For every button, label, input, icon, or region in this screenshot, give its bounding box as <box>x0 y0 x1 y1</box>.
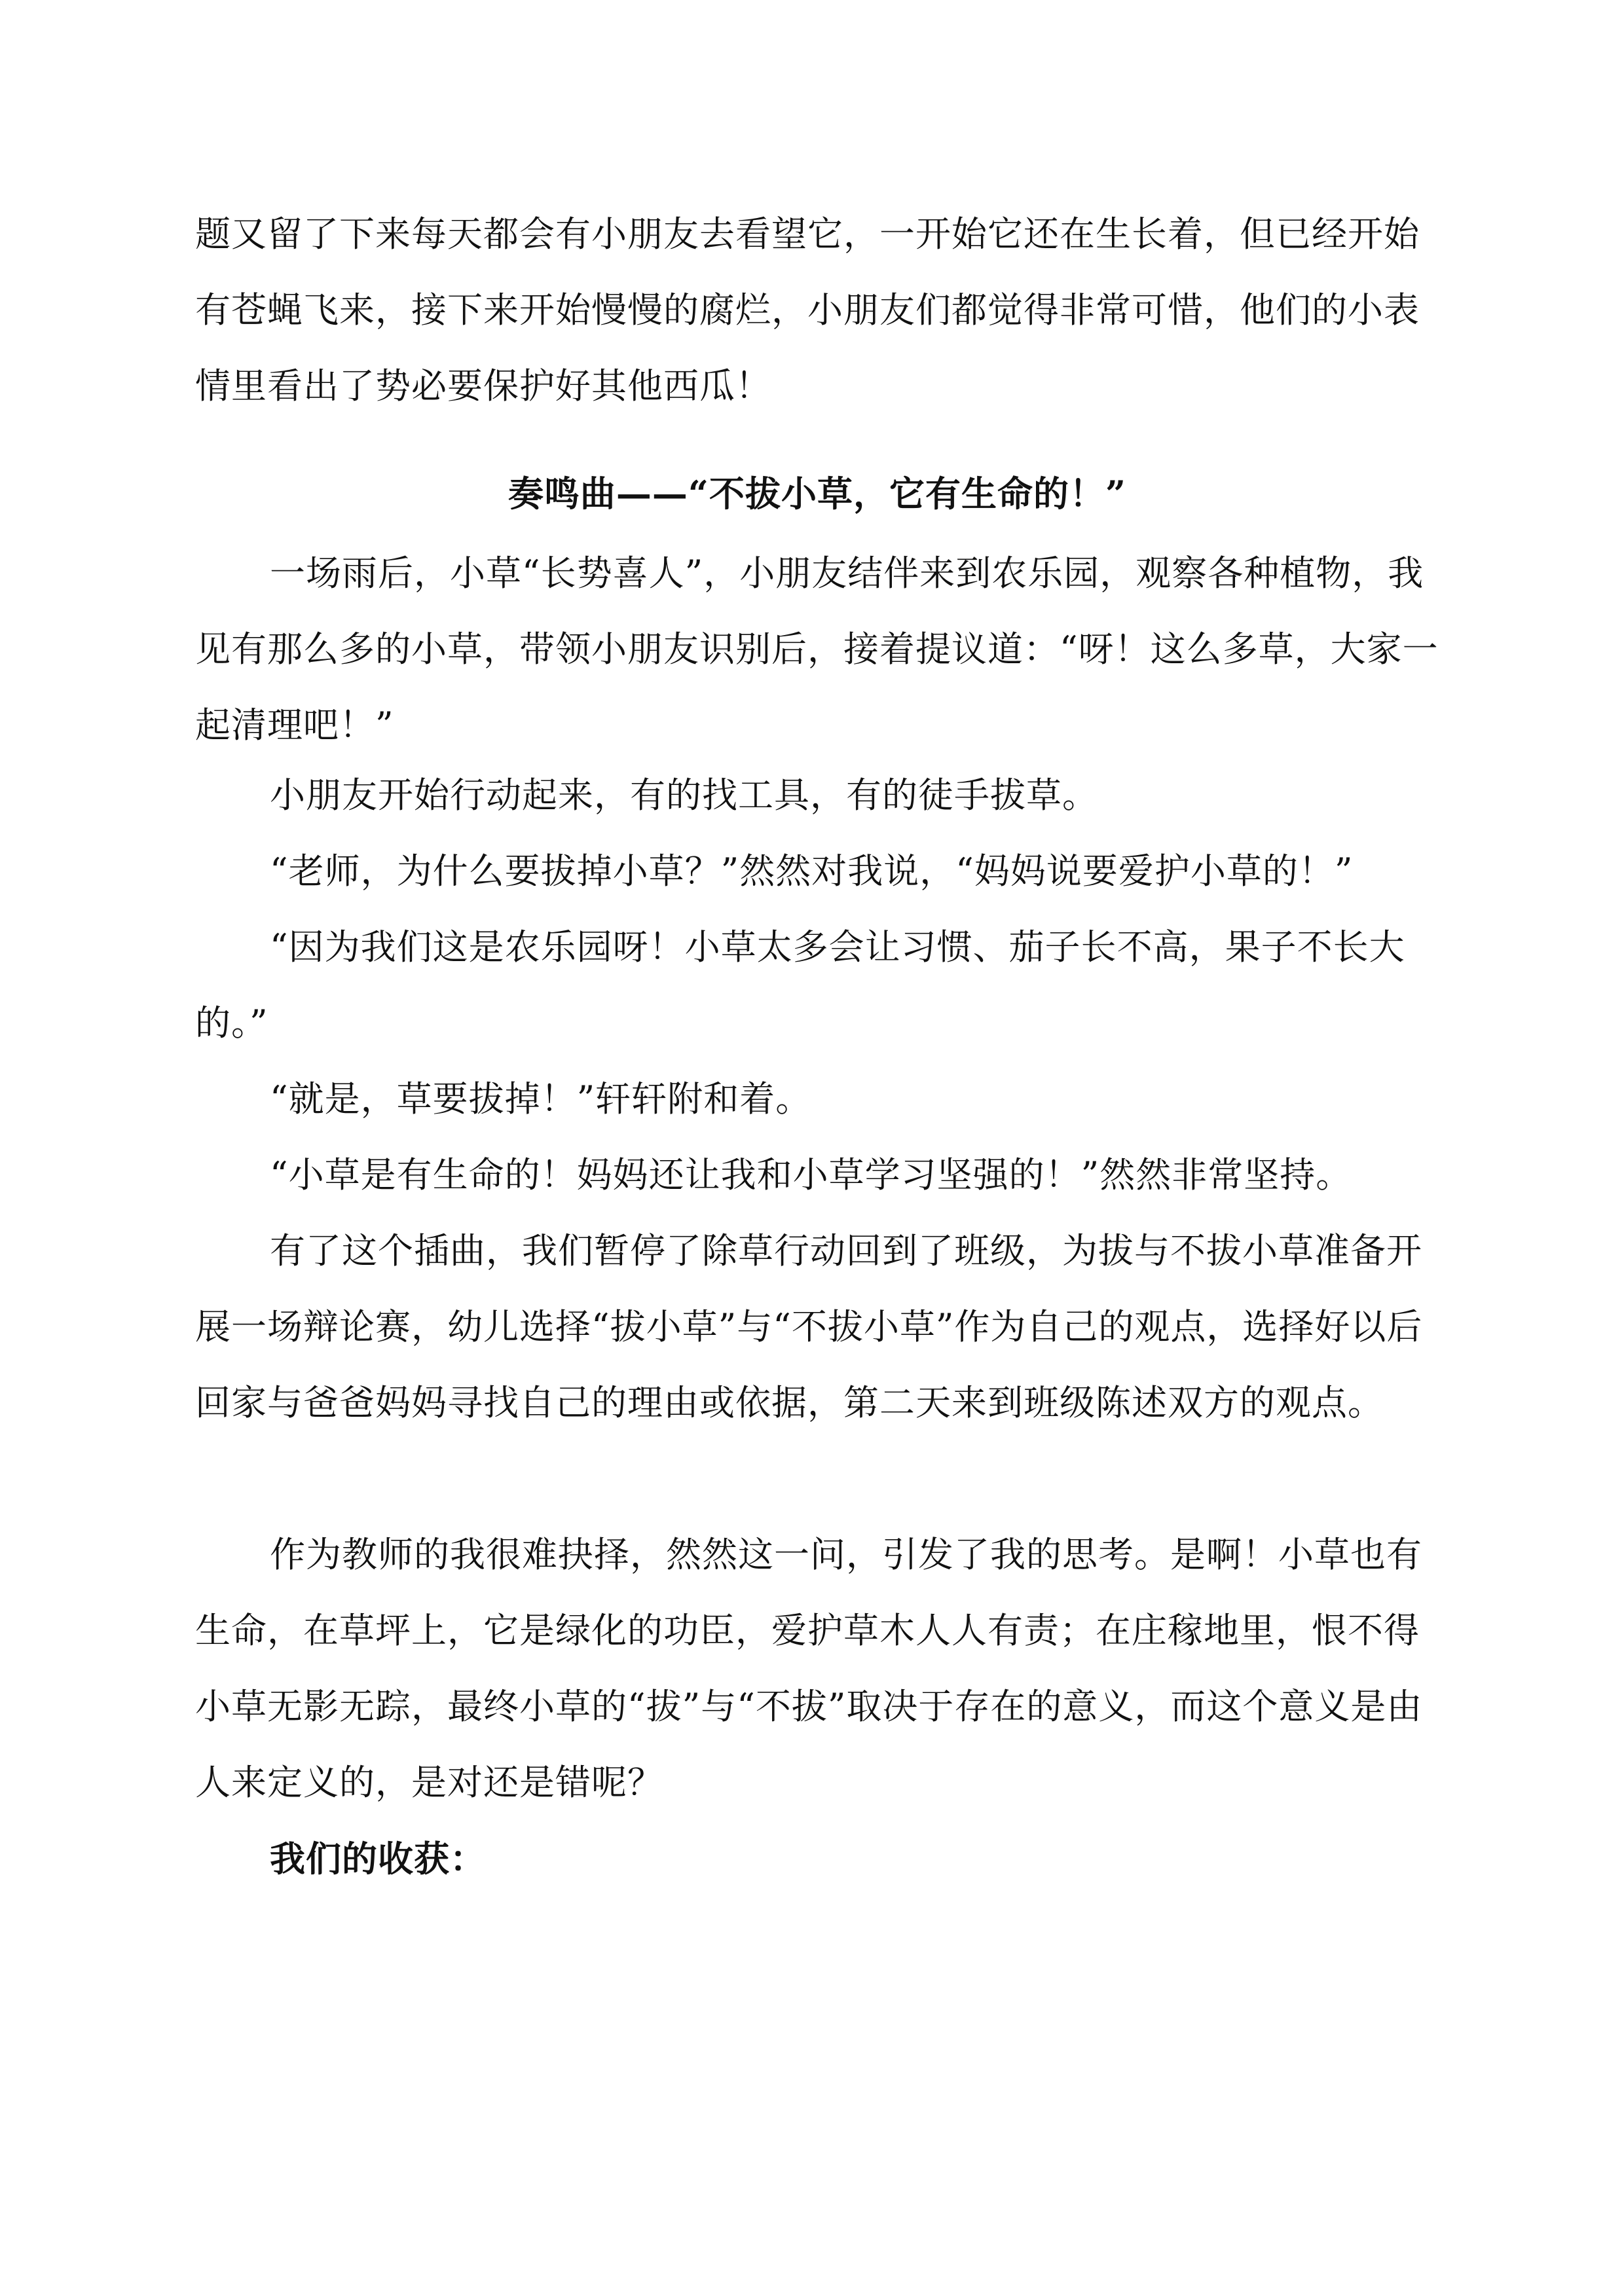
paragraph-watermelon-continued: 题又留了下来每天都会有小朋友去看望它，一开始它还在生长着，但已经开始有苍蝇飞来，接下来开始慢慢的腐烂，小朋友们都觉得非常可惜，他们的小表情里看出了势必要保护好其他西瓜！ <box>195 213 1420 407</box>
paragraph-debate: 有了这个插曲，我们暂停了除草行动回到了班级，为拔与不拔小草准备开展一场辩论赛，幼儿选择“拔小草”与“不拔小草”作为自己的观点，选择好以后回家与爸爸妈妈寻找自己的理由或依据，第二天来到班级陈述双方的观点。 <box>195 1230 1423 1423</box>
paragraph-teacher-answer: “因为我们这是农乐园呀！小草太多会让习惯、茄子长不高，果子不长大的。” <box>195 926 1405 1044</box>
paragraph-ranran-question: “老师，为什么要拔掉小草？”然然对我说，“妈妈说要爱护小草的！” <box>270 850 1354 892</box>
paragraph-children-start: 小朋友开始行动起来，有的找工具，有的徒手拔草。 <box>270 774 1098 816</box>
section-title-harvest: 我们的收获： <box>270 1838 486 1880</box>
section-title-sonata: 奏鸣曲——“不拔小草，它有生命的！” <box>507 473 1127 515</box>
paragraph-teacher-reflection: 作为教师的我很难抉择，然然这一问，引发了我的思考。是啊！小草也有生命，在草坪上，它是绿化的功臣，爱护草木人人有责；在庄稼地里，恨不得小草无影无踪，最终小草的“拔”与“不拔”取决于存在的意义，而这个意义是由人来定义的，是对还是错呢？ <box>195 1534 1423 1803</box>
paragraph-after-rain: 一场雨后，小草“长势喜人”，小朋友结伴来到农乐园，观察各种植物，我见有那么多的小草，带领小朋友识别后，接着提议道：“呀！这么多草，大家一起清理吧！” <box>195 553 1439 746</box>
paragraph-ranran-insist: “小草是有生命的！妈妈还让我和小草学习坚强的！”然然非常坚持。 <box>270 1154 1352 1195</box>
paragraph-xuanxuan: “就是，草要拔掉！”轩轩附和着。 <box>270 1078 812 1120</box>
